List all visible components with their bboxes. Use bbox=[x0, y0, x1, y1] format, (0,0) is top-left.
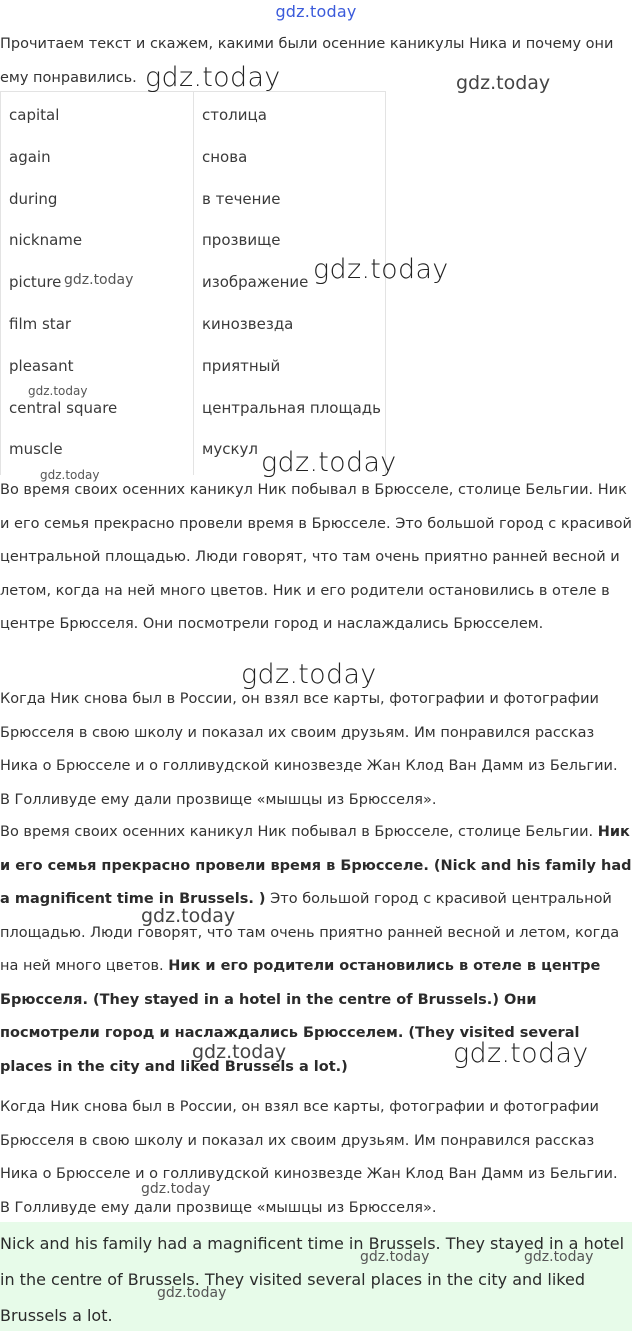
watermark: gdz.today bbox=[241, 659, 377, 690]
answer-box bbox=[0, 1222, 632, 1331]
vocab-row bbox=[1, 385, 387, 427]
watermark: gdz.today bbox=[360, 1249, 430, 1265]
vocab-row bbox=[1, 134, 387, 176]
vocab-translation: центральная площадь bbox=[202, 398, 382, 417]
vocab-translation: столица bbox=[202, 106, 267, 124]
watermark: gdz.today bbox=[40, 468, 100, 482]
vocab-row bbox=[1, 92, 387, 134]
vocab-word: again bbox=[9, 147, 51, 166]
watermark: gdz.today bbox=[141, 1181, 211, 1197]
annotated-plain-text: Во время своих осенних каникул Ник побывал в Брюсселе, столице Бельгии. bbox=[0, 824, 594, 840]
watermark: gdz.today bbox=[456, 72, 551, 94]
vocab-translation: снова bbox=[202, 147, 248, 166]
vocab-word: muscle bbox=[9, 440, 63, 459]
vocab-word: nickname bbox=[9, 231, 83, 250]
vocab-translation: в течение bbox=[202, 189, 281, 208]
vocab-row bbox=[1, 426, 387, 468]
watermark: gdz.today bbox=[145, 62, 281, 93]
vocab-translation: мускул bbox=[202, 440, 258, 459]
annotated-plain-text: Это большой город с красивой центральной площадью. Люди говорят, что там очень приятно ранней весной и летом, когда на ней много цветов. bbox=[0, 891, 620, 974]
vocabulary-table bbox=[0, 91, 386, 475]
watermark: gdz.today bbox=[524, 1249, 594, 1265]
annotated-paragraph-1 bbox=[0, 816, 632, 1084]
vocab-word: pleasant bbox=[9, 356, 74, 375]
vocab-translation: изображение bbox=[202, 273, 309, 292]
watermark: gdz.today bbox=[141, 905, 236, 927]
answer-text: Nick and his family had a magnificent time in Brussels. They stayed in a hotel in the centre of Brussels. They visited several places in the city and liked Brussels a lot. bbox=[0, 1234, 625, 1325]
watermark: gdz.today bbox=[64, 272, 134, 288]
vocab-word: during bbox=[9, 189, 58, 208]
site-logo[interactable]: gdz.today bbox=[275, 2, 357, 21]
vocab-translation: прозвище bbox=[202, 231, 281, 250]
vocab-row bbox=[1, 217, 387, 259]
watermark: gdz.today bbox=[313, 254, 449, 285]
annotated-bold-text: Ник и его семья прекрасно провели время в Брюсселе. (Nick and his family had a magnificent time in Brussels. ) bbox=[0, 824, 632, 907]
vocab-row bbox=[1, 301, 387, 343]
vocab-translation: кинозвезда bbox=[202, 315, 294, 333]
vocab-translation: приятный bbox=[202, 356, 281, 375]
watermark: gdz.today bbox=[157, 1285, 227, 1301]
watermark: gdz.today bbox=[192, 1041, 287, 1063]
translation-paragraph-2: Когда Ник снова был в России, он взял все карты, фотографии и фотографии Брюсселя в свою школу и показал их своим друзьям. Им понравился рассказ Ника о Брюсселе и о голливудской кинозвезде Жан Клод Ван Дамм из Бельгии. В Голливуде ему дали прозвище «мышцы из Брюсселя». bbox=[0, 691, 618, 808]
vocab-word: film star bbox=[9, 315, 72, 333]
vocab-word: picture bbox=[9, 273, 62, 292]
vocab-word: capital bbox=[9, 106, 60, 124]
task-instruction: Прочитаем текст и скажем, какими были осенние каникулы Ника и почему они ему понравились. bbox=[0, 36, 614, 86]
vocab-row bbox=[1, 259, 387, 301]
vocab-row bbox=[1, 343, 387, 385]
watermark: gdz.today bbox=[261, 447, 397, 478]
vocab-word: central square bbox=[9, 398, 118, 417]
annotated-paragraph-2: Когда Ник снова был в России, он взял все карты, фотографии и фотографии Брюсселя в свою школу и показал их своим друзьям. Им понравился рассказ Ника о Брюсселе и о голливудской кинозвезде Жан Клод Ван Дамм из Бельгии. В Голливуде ему дали прозвище «мышцы из Брюсселя». bbox=[0, 1099, 618, 1216]
watermark: gdz.today bbox=[28, 384, 88, 398]
annotated-bold-text: Ник и его родители остановились в отеле в центре Брюсселя. (They stayed in a hotel in the centre of Brussels.) Они посмотрели город и наслаждались Брюсселем. (They visited several places in the city and liked Brussels a lot.) bbox=[0, 958, 601, 1075]
translation-paragraph-1: Во время своих осенних каникул Ник побывал в Брюсселе, столице Бельгии. Ник и его семья прекрасно провели время в Брюсселе. Это большой город с красивой центральной площадью. Люди говорят, что там очень приятно ранней весной и летом, когда на ней много цветов. Ник и его родители остановились в отеле в центре Брюсселя. Они посмотрели город и наслаждались Брюсселем. bbox=[0, 482, 632, 632]
vocab-row bbox=[1, 176, 387, 218]
watermark: gdz.today bbox=[453, 1038, 589, 1069]
